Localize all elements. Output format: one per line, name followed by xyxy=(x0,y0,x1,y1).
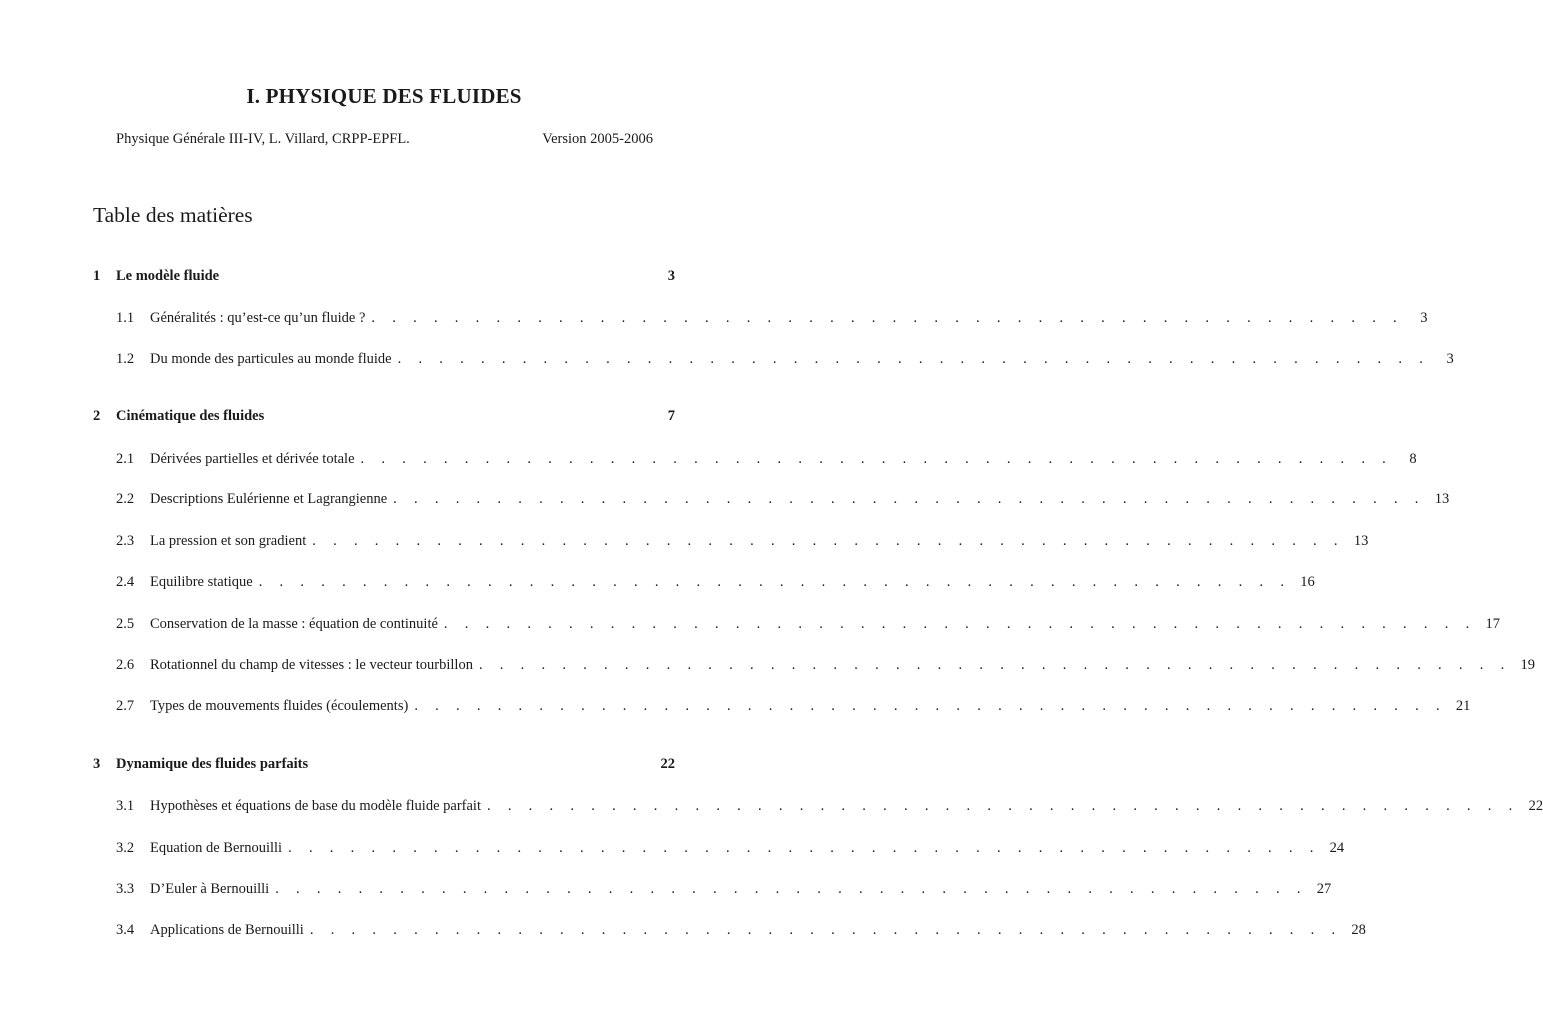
document-subtitle xyxy=(116,131,653,148)
subsection-number: 1.2 xyxy=(116,351,135,367)
toc-section[interactable] xyxy=(93,755,675,773)
author-line: Physique Générale III-IV, L. Villard, CRPP-EPFL. xyxy=(116,131,410,147)
subsection-number: 2.2 xyxy=(116,491,135,507)
toc-subsection[interactable] xyxy=(93,921,1366,939)
section-number: 3 xyxy=(93,756,101,772)
toc-subsection[interactable] xyxy=(93,697,1471,715)
subsection-number: 2.3 xyxy=(116,533,135,549)
toc-subsection[interactable] xyxy=(93,656,1536,674)
subsection-page: 27 xyxy=(1316,881,1332,897)
toc-subsection[interactable] xyxy=(93,309,1428,327)
toc-subsection[interactable] xyxy=(93,880,1332,898)
section-number: 1 xyxy=(93,268,101,284)
section-title: Le modèle fluide xyxy=(116,268,220,284)
toc-subsection[interactable] xyxy=(93,350,1454,368)
toc-section[interactable] xyxy=(93,267,675,285)
subsection-number: 2.1 xyxy=(116,451,135,467)
subsection-title: Du monde des particules au monde fluide xyxy=(150,351,392,367)
dot-leader: . . . . . . . . . . . . . . . . . . . . . . . . . . . . . . . . . . . . . . . . . . . . . . . . . . xyxy=(288,840,1321,856)
dot-leader: . . . . . . . . . . . . . . . . . . . . . . . . . . . . . . . . . . . . . . . . . . . . . . . . . . xyxy=(258,574,1291,590)
subsection-number: 2.7 xyxy=(116,698,135,714)
subsection-page: 8 xyxy=(1409,451,1417,467)
subsection-title: Généralités : qu’est-ce qu’un fluide ? xyxy=(150,310,366,326)
dot-leader: . . . . . . . . . . . . . . . . . . . . . . . . . . . . . . . . . . . . . . . . . . . . . . . . . . xyxy=(275,881,1308,897)
subsection-number: 3.2 xyxy=(116,840,135,856)
toc-subsection[interactable] xyxy=(93,532,1369,550)
section-title: Cinématique des fluides xyxy=(116,408,265,424)
subsection-page: 3 xyxy=(1420,310,1428,326)
subsection-title: Applications de Bernouilli xyxy=(150,922,304,938)
dot-leader: . . . . . . . . . . . . . . . . . . . . . . . . . . . . . . . . . . . . . . . . . . . . . . . . . . xyxy=(486,798,1520,814)
subsection-number: 1.1 xyxy=(116,310,135,326)
subsection-page: 19 xyxy=(1520,657,1536,673)
toc-subsection[interactable] xyxy=(93,490,1450,508)
subsection-page: 28 xyxy=(1351,922,1366,938)
subsection-page: 24 xyxy=(1329,840,1345,856)
subsection-title: Equation de Bernouilli xyxy=(150,840,283,856)
subsection-page: 17 xyxy=(1485,616,1500,632)
subsection-title: Types de mouvements fluides (écoulements) xyxy=(150,698,409,714)
toc-subsection[interactable] xyxy=(93,797,1543,815)
subsection-number: 3.3 xyxy=(116,881,135,897)
subsection-number: 2.6 xyxy=(116,657,135,673)
subsection-page: 16 xyxy=(1300,574,1315,590)
subsection-page: 21 xyxy=(1455,698,1471,714)
dot-leader: . . . . . . . . . . . . . . . . . . . . . . . . . . . . . . . . . . . . . . . . . . . . . . . . . . xyxy=(393,491,1426,507)
subsection-number: 2.5 xyxy=(116,616,135,632)
dot-leader: . . . . . . . . . . . . . . . . . . . . . . . . . . . . . . . . . . . . . . . . . . . . . . . . . . xyxy=(397,351,1430,367)
subsection-title: Descriptions Eulérienne et Lagrangienne xyxy=(150,491,388,507)
version-label: Version 2005-2006 xyxy=(542,131,653,147)
subsection-title: Hypothèses et équations de base du modèle fluide parfait xyxy=(150,798,481,814)
subsection-page: 13 xyxy=(1434,491,1450,507)
toc-subsection[interactable] xyxy=(93,615,1500,633)
subsection-title: La pression et son gradient xyxy=(150,533,307,549)
subsection-title: Conservation de la masse : équation de continuité xyxy=(150,616,438,632)
dot-leader: . . . . . . . . . . . . . . . . . . . . . . . . . . . . . . . . . . . . . . . . . . . . . . . . . . xyxy=(443,616,1476,632)
dot-leader: . . . . . . . . . . . . . . . . . . . . . . . . . . . . . . . . . . . . . . . . . . . . . . . . . . xyxy=(312,533,1345,549)
subsection-page: 22 xyxy=(1528,798,1543,814)
section-page: 7 xyxy=(667,408,675,424)
section-page: 22 xyxy=(660,756,675,772)
dot-leader: . . . . . . . . . . . . . . . . . . . . . . . . . . . . . . . . . . . . . . . . . . . . . . . . . . xyxy=(414,698,1447,714)
toc-heading: Table des matières xyxy=(93,203,253,227)
subsection-page: 13 xyxy=(1353,533,1369,549)
subsection-title: Equilibre statique xyxy=(150,574,253,590)
subsection-page: 3 xyxy=(1446,351,1454,367)
page-title: I. PHYSIQUE DES FLUIDES xyxy=(246,84,522,108)
toc-subsection[interactable] xyxy=(93,573,1315,591)
subsection-title: Dérivées partielles et dérivée totale xyxy=(150,451,355,467)
subsection-title: Rotationnel du champ de vitesses : le vecteur tourbillon xyxy=(150,657,473,673)
toc-section[interactable] xyxy=(93,407,675,425)
section-title: Dynamique des fluides parfaits xyxy=(116,756,309,772)
subsection-number: 3.4 xyxy=(116,922,135,938)
section-number: 2 xyxy=(93,408,101,424)
dot-leader: . . . . . . . . . . . . . . . . . . . . . . . . . . . . . . . . . . . . . . . . . . . . . . . . . . xyxy=(360,451,1393,467)
dot-leader: . . . . . . . . . . . . . . . . . . . . . . . . . . . . . . . . . . . . . . . . . . . . . . . . . . xyxy=(478,657,1512,673)
dot-leader: . . . . . . . . . . . . . . . . . . . . . . . . . . . . . . . . . . . . . . . . . . . . . . . . . . xyxy=(309,922,1342,938)
dot-leader: . . . . . . . . . . . . . . . . . . . . . . . . . . . . . . . . . . . . . . . . . . . . . . . . . . xyxy=(371,310,1404,326)
toc-subsection[interactable] xyxy=(93,450,1417,468)
section-page: 3 xyxy=(667,268,675,284)
subsection-title: D’Euler à Bernouilli xyxy=(150,881,270,897)
subsection-number: 3.1 xyxy=(116,798,135,814)
subsection-number: 2.4 xyxy=(116,574,135,590)
toc-subsection[interactable] xyxy=(93,839,1345,857)
